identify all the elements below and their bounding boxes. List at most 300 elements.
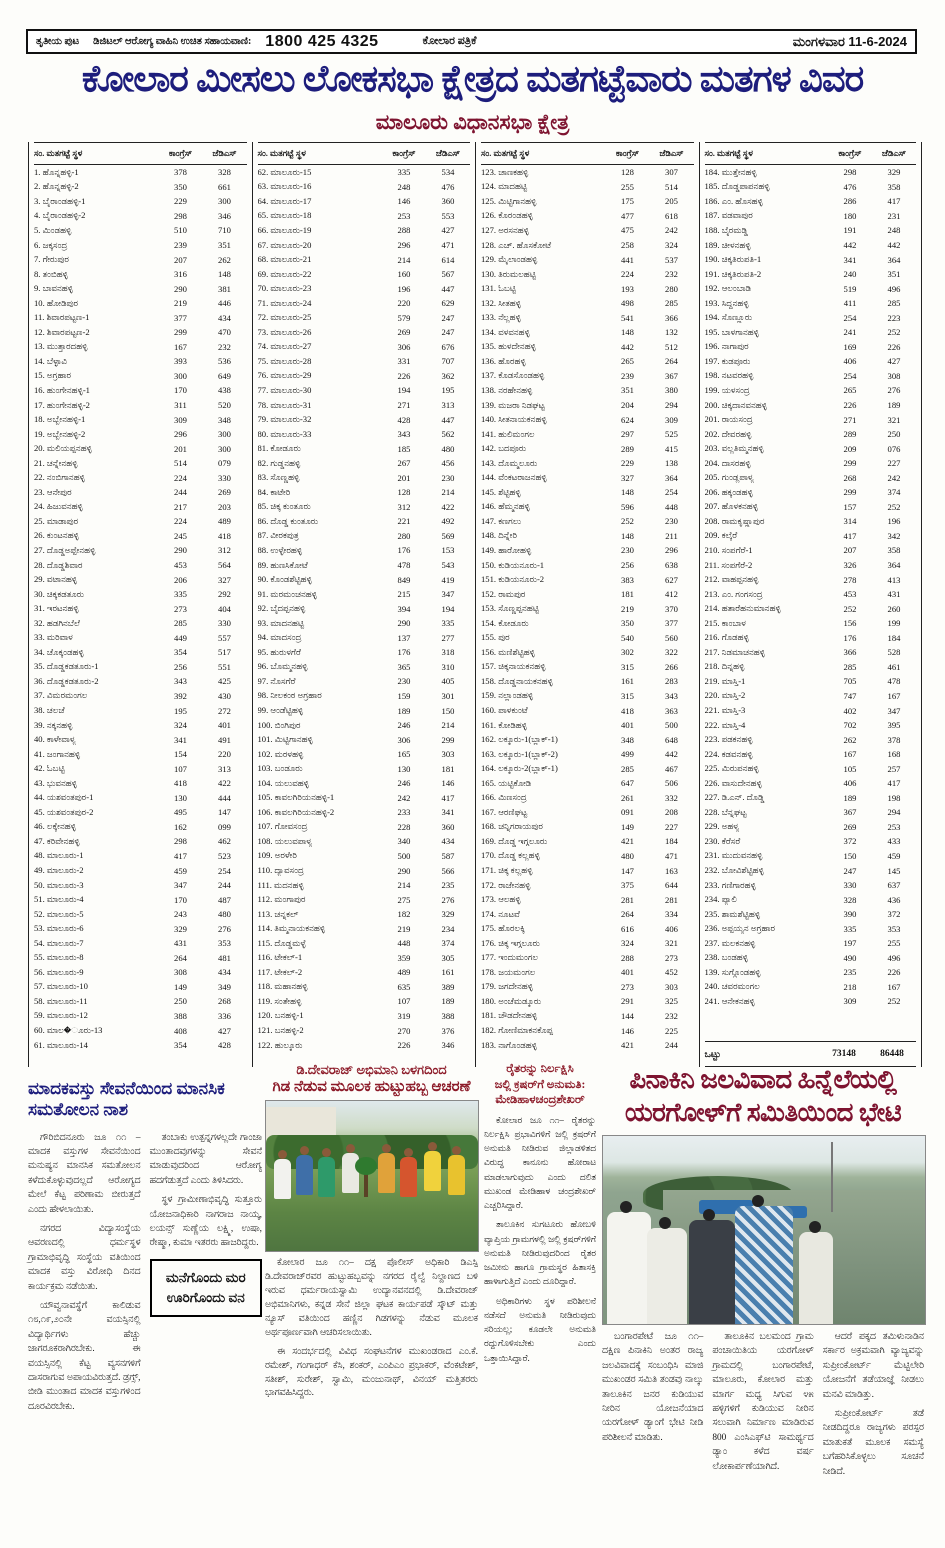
vote-table-column-4 [699, 142, 923, 1067]
tree-planting-photo [265, 1100, 479, 1252]
congress-votes: 254 [843, 370, 857, 381]
polling-station: 171. ಚಿಕ್ಕ ಕಲ್ಲಹಳ್ಳಿ [481, 865, 533, 876]
congress-votes: 229 [174, 196, 187, 207]
congress-votes: 388 [174, 1010, 187, 1021]
congress-votes: 298 [174, 210, 187, 221]
table-row [258, 500, 471, 515]
polling-station: 172. ರಾಜೇನಹಳ್ಳಿ [481, 879, 531, 890]
jds-votes: 417 [887, 778, 901, 789]
polling-station: 228. ಬೆನ್ನಘಟ್ಟ [704, 806, 747, 817]
congress-votes: 248 [397, 181, 411, 192]
table-row [481, 791, 694, 806]
polling-station: 119. ಸಂತೇಹಳ್ಳಿ [257, 995, 302, 1006]
congress-votes: 372 [843, 836, 857, 847]
jds-votes: 417 [887, 196, 901, 207]
congress-votes: 406 [843, 778, 857, 789]
jds-votes: 145 [887, 865, 901, 876]
polling-station: 204. ದಾಸರಹಳ್ಳಿ [704, 457, 751, 468]
jds-votes: 138 [665, 458, 678, 469]
table-row [34, 441, 247, 456]
jds-votes: 184 [665, 836, 678, 847]
table-row [481, 223, 694, 238]
table-row [481, 951, 694, 966]
polling-station: 121. ಬನಹಳ್ಳಿ-2 [257, 1025, 304, 1036]
jds-votes: 637 [887, 880, 901, 891]
jds-votes: 324 [665, 240, 678, 250]
polling-station: 125. ಮಿಟ್ಟಿಗಾನಹಳ್ಳಿ [481, 195, 537, 206]
congress-votes: 375 [621, 880, 634, 891]
congress-votes: 647 [621, 778, 634, 789]
congress-votes: 331 [397, 356, 411, 367]
table-row [34, 878, 247, 893]
congress-votes: 149 [174, 981, 187, 992]
jds-votes: 301 [441, 690, 455, 701]
congress-votes: 185 [397, 443, 411, 454]
table-row [481, 776, 694, 791]
congress-votes: 309 [843, 996, 857, 1007]
jds-votes: 300 [218, 443, 231, 454]
polling-station: 145. ಶೆಟ್ಟಿಹಳ್ಳಿ [481, 486, 521, 497]
congress-votes: 319 [397, 1010, 411, 1021]
polling-station: 87. ವೀರಕಪುತ್ರ [257, 530, 299, 541]
congress-votes: 377 [174, 312, 187, 323]
jds-votes: 442 [887, 240, 901, 250]
jds-votes: 343 [665, 690, 678, 701]
polling-station: 33. ಮರಿವಾಳ [34, 632, 73, 643]
article-birthday-body [265, 1257, 478, 1401]
congress-votes: 383 [621, 574, 634, 585]
polling-station: 226. ವಾಸುದೇನಹಳ್ಳಿ [704, 777, 762, 788]
polling-station: 26. ಕುಂಟನಹಳ್ಳಿ [34, 530, 79, 541]
table-row [258, 369, 471, 384]
jds-votes: 512 [665, 341, 678, 352]
table-row [34, 645, 247, 660]
table-row [481, 616, 694, 631]
table-row [481, 631, 694, 646]
congress-votes: 207 [174, 254, 187, 265]
table-row [34, 820, 247, 835]
congress-votes: 298 [174, 836, 187, 847]
table-row [481, 369, 694, 384]
table-row [258, 252, 471, 267]
congress-votes: 489 [397, 967, 411, 978]
jds-votes: 525 [665, 429, 678, 440]
jds-votes: 618 [665, 210, 678, 221]
table-header-row: ಸಂ. ಮತಗಟ್ಟೆ ಸ್ಥಳ ಕಾಂಗ್ರೆಸ್ ಜೆಡಿಎಸ್ [34, 142, 247, 165]
congress-votes: 616 [621, 923, 634, 934]
congress-votes: 316 [174, 269, 187, 280]
polling-station: 23. ಆನೇಪುರ [34, 486, 72, 497]
congress-votes: 229 [621, 458, 634, 469]
congress-votes: 157 [843, 501, 857, 512]
table-row [481, 820, 694, 835]
table-row [258, 965, 471, 980]
congress-votes: 264 [621, 909, 634, 920]
polling-station: 57. ಮಾಲೂರು-10 [34, 981, 88, 992]
polling-station: 140. ಸೀತನಾಯಕನಹಳ್ಳಿ [481, 414, 547, 425]
jds-votes: 430 [218, 690, 231, 701]
congress-votes: 354 [174, 1040, 187, 1051]
table-row [705, 805, 917, 820]
jds-votes: 564 [218, 560, 231, 571]
table-row [258, 558, 471, 573]
article-dam-visit [602, 1064, 924, 1484]
table-row [481, 325, 694, 340]
congress-votes: 207 [843, 545, 857, 556]
polling-station: 214. ಹತಾರೆಹನುಮಾನಹಳ್ಳಿ [704, 603, 781, 614]
polling-station: 89. ಹುಣಸಿಕೋಟೆ [257, 559, 308, 570]
congress-votes: 107 [397, 996, 411, 1007]
table-row [481, 427, 694, 442]
congress-votes: 343 [174, 676, 187, 687]
table-row [34, 980, 247, 995]
polling-station: 223. ಪಡಕನಹಳ್ಳಿ [704, 734, 753, 745]
table-row [34, 921, 247, 936]
jds-votes: 328 [218, 167, 231, 178]
congress-votes: 299 [843, 487, 857, 498]
table-row [258, 892, 471, 907]
jds-votes: 360 [441, 821, 455, 832]
jds-votes: 276 [218, 923, 231, 934]
jds-votes: 266 [665, 661, 678, 672]
jds-votes: 349 [218, 981, 231, 992]
jds-votes: 132 [665, 327, 678, 338]
congress-votes: 244 [174, 487, 187, 498]
congress-votes: 150 [843, 850, 857, 861]
jds-votes: 268 [218, 996, 231, 1007]
article-drugs-col1 [28, 1131, 141, 1420]
jds-votes: 536 [218, 356, 231, 367]
congress-votes: 169 [843, 341, 857, 352]
jds-votes: 425 [218, 676, 231, 687]
polling-station: 149. ಹಾರೋಹಳ್ಳಿ [481, 544, 532, 555]
polling-station: 96. ಬೊಮ್ಮನಹಳ್ಳಿ [257, 661, 308, 672]
polling-station: 109. ಅರಳೇರಿ [257, 850, 297, 861]
polling-station: 28. ದೊಡ್ಡಶಿವಾರ [34, 559, 83, 570]
congress-votes: 149 [621, 821, 634, 832]
table-row [481, 281, 694, 296]
polling-station: 75. ಮಾಲೂರು-28 [257, 355, 312, 366]
polling-station: 29. ವಟಾನಹಳ್ಳಿ [34, 574, 78, 585]
jds-votes: 285 [887, 298, 901, 309]
helpline-label: ಡಿಜಿಟಲ್ ಆರೋಗ್ಯ ವಾಹಿನಿ ಉಚಿತ ಸಹಾಯವಾಣಿ: [93, 36, 252, 47]
polling-station: 66. ಮಾಲೂರು-19 [257, 224, 312, 235]
table-row [705, 660, 917, 675]
polling-station: 19. ಅಬ್ಬೇನಹಳ್ಳಿ-2 [34, 428, 86, 439]
table-row [481, 252, 694, 267]
table-row [481, 980, 694, 995]
jds-votes: 560 [665, 632, 678, 643]
table-row [481, 340, 694, 355]
article-crusher-body [484, 1113, 596, 1365]
jds-votes: 447 [441, 414, 455, 425]
jds-votes: 415 [665, 443, 678, 454]
congress-votes: 128 [621, 167, 634, 178]
polling-station: 95. ಹುರುಳಗೆರೆ [257, 646, 301, 657]
polling-station: 237. ಮಲಕನಹಳ್ಳಿ [704, 937, 756, 948]
polling-station: 155. ಪುರ [481, 632, 510, 643]
polling-station: 174. ನೂಟವೆ [481, 908, 520, 919]
table-row [258, 631, 471, 646]
jds-votes: 470 [218, 327, 231, 338]
jds-votes: 433 [887, 836, 901, 847]
polling-station: 220. ಮಾಸ್ತಿ-2 [704, 690, 746, 701]
polling-station: 231. ಮುದುವನಹಳ್ಳಿ [704, 850, 763, 861]
table-row [258, 572, 471, 587]
vote-table-column-1 [28, 142, 252, 1067]
polling-station: 234. ಪ್ಯಾಲಿ [704, 894, 737, 905]
jds-votes: 436 [887, 894, 901, 905]
table-row [705, 514, 917, 529]
congress-votes: 239 [174, 240, 187, 250]
table-row [705, 310, 917, 325]
table-row [705, 325, 917, 340]
jds-votes: 294 [665, 400, 678, 411]
congress-votes: 306 [397, 341, 411, 352]
table-row [705, 936, 917, 951]
congress-votes: 705 [843, 676, 857, 687]
polling-station: 202. ದೇವರಹಳ್ಳಿ [704, 428, 752, 439]
issue-date: ಮಂಗಳವಾರ 11-6-2024 [792, 33, 907, 49]
congress-votes: 206 [174, 574, 187, 585]
polling-station: 43. ಭುವನಹಳ್ಳಿ [34, 777, 77, 788]
jds-votes: 076 [887, 443, 901, 454]
table-row [34, 427, 247, 442]
jds-votes: 196 [887, 516, 901, 527]
congress-votes: 329 [174, 923, 187, 934]
congress-votes: 359 [397, 952, 411, 963]
polling-station: 227. ಡಿ.ಎನ್. ದೊಡ್ಡಿ [704, 792, 765, 803]
table-header-row: ಸಂ. ಮತಗಟ್ಟೆ ಸ್ಥಳ ಕಾಂಗ್ರೆಸ್ ಜೆಡಿಎಸ್ [258, 142, 471, 165]
jds-votes: 223 [887, 312, 901, 323]
polling-station: 69. ಮಾಲೂರು-22 [257, 268, 312, 279]
congress-votes: 252 [843, 603, 857, 614]
jds-votes: 487 [218, 894, 231, 905]
congress-votes: 217 [174, 501, 187, 512]
polling-station: 144. ವೆಂಕಟರಾಜನಹಳ್ಳಿ [481, 472, 547, 483]
congress-votes: 224 [621, 269, 634, 280]
congress-votes: 579 [397, 312, 411, 323]
polling-station: 176. ಚಿಕ್ಕ ಇಗ್ಗಲೂರು [481, 937, 540, 948]
article-paragraph: ತಾಲೂಕಿನ ಸುಗಟೂರು ಹೋಬಳಿ ವ್ಯಾಪ್ತಿಯ ಗ್ರಾಮಗಳಲ್ಲಿ ಜಲ್ಲಿ ಕ್ರಷರ್‌ಗಳಿಗೆ ಅನುಮತಿ ನೀಡಿರುವುದರಿಂದ ರೈತರ ಜಮೀನು ಹಾಗೂ ಗ್ರಾಮಸ್ಥರ ಹಿತಾಸಕ್ತಿ ಹಾಳಾಗುತ್ತಿದೆ ಎಂದು ದೂರಿದ್ದಾರೆ. [484, 1219, 596, 1287]
congress-votes: 300 [174, 370, 187, 381]
polling-station: 15. ಅಗ್ರಹಾರ [34, 370, 72, 381]
polling-station: 167. ಆರಣಿಘಟ್ಟ [481, 806, 528, 817]
congress-votes: 273 [174, 603, 187, 614]
table-row [705, 500, 917, 515]
table-row [481, 849, 694, 864]
jds-votes: 353 [887, 923, 901, 934]
jds-votes: 189 [441, 996, 455, 1007]
article-paragraph: ತಾಲೂಕಿನ ಬಲಮಂದ ಗ್ರಾಮ ಪಂಚಾಯಿತಿಯ ಯರಗೋಳ್ ಗ್ರಾಮದಲ್ಲಿ ಬಂಗಾರಪೇಟೆ, ಮಾಲೂರು, ಕೋಲಾರ ಮತ್ತು ಮಾರ್ಗ ಮಧ್ಯ ಸಿಗುವ ೪೫ ಹಳ್ಳಿಗಳಿಗೆ ಕುಡಿಯುವ ನೀರಿನ ಸಲುವಾಗಿ ನಿರ್ಮಾಣ ಮಾಡಿರುವ 800 ಎಂಸಿಎಫ್‌ಟಿ ಸಾಮರ್ಥ್ಯದ ಡ್ಯಾಂ ಕಳೆದ ವರ್ಷ ಲೋಕಾರ್ಪಣೆಯಾಗಿದೆ. [712, 1332, 814, 1472]
congress-votes: 226 [397, 1040, 411, 1051]
polling-station: 152. ರಾಮಪುರ [481, 588, 526, 599]
congress-votes: 306 [397, 734, 411, 745]
polling-station: 183. ನಾಗೊಂಡಹಳ್ಳಿ [481, 1039, 537, 1050]
congress-votes: 326 [843, 560, 857, 571]
congress-votes: 091 [621, 807, 634, 818]
jds-votes: 638 [665, 560, 678, 571]
table-row [258, 601, 471, 616]
jds-votes: 276 [887, 385, 901, 396]
table-row [258, 238, 471, 253]
congress-votes: 246 [397, 778, 411, 789]
polling-station: 74. ಮಾಲೂರು-27 [257, 341, 312, 352]
polling-station: 208. ರಾಮಕೃಷ್ಣಾಪುರ [704, 515, 765, 526]
polling-station: 22. ನಂಬಿಗಾನಹಳ್ಳಿ [34, 472, 85, 483]
table-row [258, 1038, 471, 1053]
jds-votes: 434 [441, 836, 455, 847]
jds-votes: 321 [665, 938, 678, 949]
jds-votes: 431 [887, 589, 901, 600]
table-row [258, 165, 471, 180]
congress-votes: 340 [397, 836, 411, 847]
jds-votes: 260 [887, 603, 901, 614]
congress-votes: 392 [174, 690, 187, 701]
polling-station: 187. ವಡವಾಪುರ [704, 210, 753, 221]
congress-votes: 335 [843, 923, 857, 934]
congress-votes: 246 [397, 720, 411, 731]
congress-votes: 351 [621, 385, 634, 396]
congress-votes: 267 [397, 458, 411, 469]
jds-votes: 412 [665, 589, 678, 600]
article-birthday [265, 1062, 478, 1406]
polling-station: 137. ಕೊಡಸೊಂಡಹಳ್ಳಿ [481, 370, 545, 381]
jds-votes: 567 [441, 269, 455, 280]
polling-station: 6. ಜಕ್ಕಸಂದ್ರ [34, 239, 68, 250]
polling-station: 102. ಮರಳಹಳ್ಳಿ [257, 748, 304, 759]
jds-votes: 428 [218, 1040, 231, 1051]
table-row [481, 645, 694, 660]
polling-station: 106. ಕಾವಲಗಿರಿಯನಹಳ್ಳಿ-2 [257, 806, 335, 817]
polling-station: 8. ತಂಬಿಹಳ್ಳಿ [34, 268, 68, 279]
jds-votes: 395 [887, 720, 901, 731]
jds-votes: 247 [441, 327, 455, 338]
congress-votes: 495 [174, 807, 187, 818]
congress-votes: 299 [174, 327, 187, 338]
table-row [705, 761, 917, 776]
congress-votes: 315 [621, 690, 634, 701]
congress-votes: 247 [843, 865, 857, 876]
congress-votes: 453 [174, 560, 187, 571]
jds-votes: 557 [218, 632, 231, 643]
jds-votes: 438 [218, 385, 231, 396]
jds-votes: 427 [441, 225, 455, 236]
congress-votes: 262 [843, 734, 857, 745]
polling-station: 11. ಶಿವಾರಪಟ್ಟಣ-1 [34, 312, 90, 323]
table-row [258, 412, 471, 427]
table-row [258, 470, 471, 485]
table-row [481, 310, 694, 325]
jds-votes: 342 [887, 530, 901, 541]
jds-votes: 434 [218, 312, 231, 323]
congress-votes: 519 [843, 283, 857, 294]
jds-votes: 406 [665, 923, 678, 934]
congress-votes: 193 [621, 283, 634, 294]
polling-station: 190. ಚಿಕ್ಕತಿರುಪತಿ-1 [704, 254, 762, 265]
table-row [34, 238, 247, 253]
polling-station: 64. ಮಾಲೂರು-17 [257, 195, 312, 206]
polling-station: 230. ಕೆರೆಸರೆ [704, 835, 741, 846]
table-row [258, 310, 471, 325]
polling-station: 18. ಅಬ್ಬೇನಹಳ್ಳಿ-1 [34, 414, 86, 425]
congress-votes: 288 [397, 225, 411, 236]
jds-votes: 242 [887, 472, 901, 483]
jds-votes: 461 [887, 661, 901, 672]
congress-votes: 256 [174, 661, 187, 672]
table-row [34, 776, 247, 791]
jds-votes: 528 [887, 647, 901, 658]
polling-station: 98. ನೀಲಕಂಠ ಅಗ್ರಹಾರ [257, 690, 322, 701]
photo-person [448, 1155, 465, 1195]
table-row [481, 601, 694, 616]
polling-station: 148. ದಿನ್ನೇರಿ [481, 530, 518, 541]
jds-votes: 250 [887, 429, 901, 440]
table-row [258, 354, 471, 369]
jds-votes: 184 [887, 632, 901, 643]
congress-votes: 442 [621, 341, 634, 352]
congress-votes: 271 [843, 414, 857, 425]
jds-votes: 419 [441, 574, 455, 585]
congress-votes: 341 [843, 254, 857, 265]
jds-votes: 551 [218, 661, 231, 672]
main-headline: ಕೋಲಾರ ಮೀಸಲು ಲೋಕಸಭಾ ಕ್ಷೇತ್ರದ ಮತಗಟ್ಟೆವಾರು ಮತಗಳ ವಿವರ [81, 59, 864, 100]
congress-votes: 242 [397, 792, 411, 803]
polling-station: 82. ಗುಡ್ಡನಹಳ್ಳಿ [257, 457, 301, 468]
congress-votes: 182 [397, 909, 411, 920]
table-row [705, 616, 917, 631]
table-row [34, 529, 247, 544]
congress-votes: 107 [174, 763, 187, 774]
congress-votes: 226 [843, 400, 857, 411]
table-row [705, 441, 917, 456]
polling-station: 129. ಮೈಲಾಂಡಹಳ್ಳಿ [481, 254, 538, 265]
polling-station: 13. ಮುತ್ತಾರದಹಳ್ಳಿ [34, 341, 88, 352]
jds-votes: 329 [887, 167, 901, 178]
jds-votes: 388 [441, 1010, 455, 1021]
table-row [34, 267, 247, 282]
jds-votes: 492 [441, 516, 455, 527]
jds-votes: 303 [441, 749, 455, 760]
jds-votes: 244 [218, 880, 231, 891]
congress-votes: 702 [843, 720, 857, 731]
jds-votes: 520 [218, 400, 231, 411]
jds-votes: 230 [441, 472, 455, 483]
table-row [258, 223, 471, 238]
congress-votes: 196 [397, 283, 411, 294]
jds-votes: 181 [441, 763, 455, 774]
jds-votes: 644 [665, 880, 678, 891]
polling-station: 60. ಮಾಲ�ೂರು-13 [34, 1025, 103, 1036]
congress-votes: 144 [621, 1010, 634, 1021]
jds-votes: 346 [441, 1040, 455, 1051]
congress-votes: 417 [843, 530, 857, 541]
polling-station: 201. ರಾಯಸಂದ್ರ [704, 414, 753, 425]
polling-station: 48. ಮಾಲೂರು-1 [34, 850, 84, 861]
polling-station: 39. ನಕ್ಕನಹಳ್ಳಿ [34, 719, 73, 730]
table-row [481, 441, 694, 456]
table-row [705, 194, 917, 209]
table-row [705, 383, 917, 398]
congress-votes: 480 [621, 850, 634, 861]
jds-votes: 194 [441, 603, 455, 614]
congress-votes: 264 [174, 952, 187, 963]
congress-votes: 219 [174, 298, 187, 309]
table-row [34, 834, 247, 849]
jds-votes: 367 [665, 370, 678, 381]
jds-votes: 471 [665, 850, 678, 861]
polling-station: 49. ಮಾಲೂರು-2 [34, 865, 84, 876]
